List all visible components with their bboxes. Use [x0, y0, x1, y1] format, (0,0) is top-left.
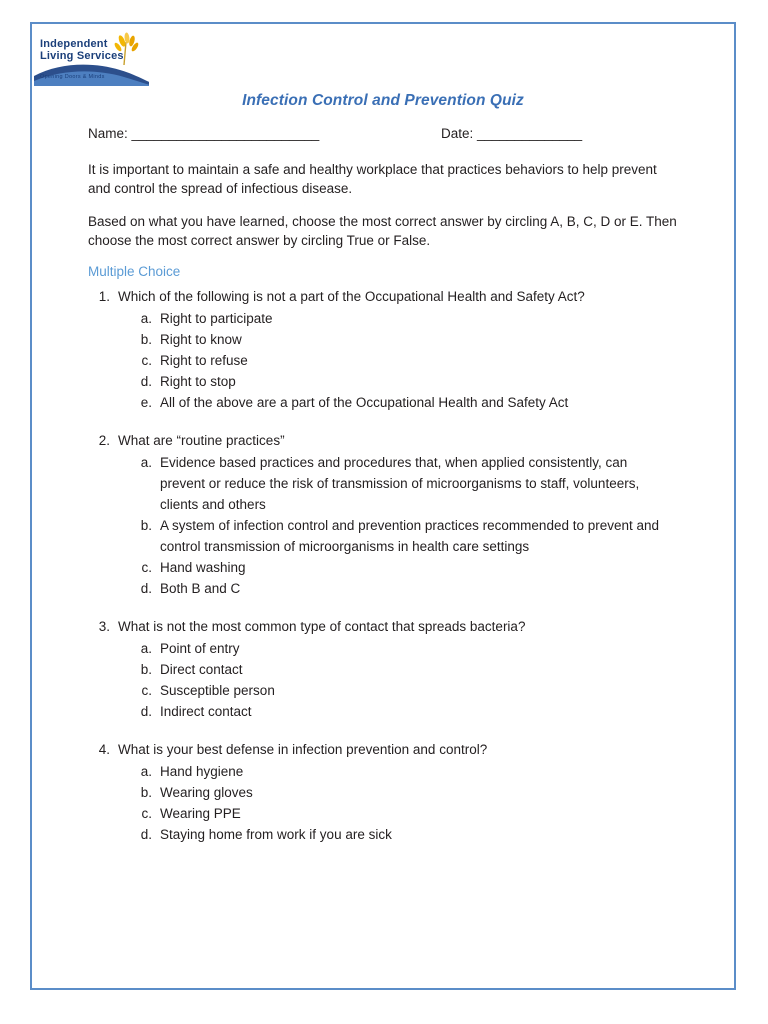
- answer-text: Right to refuse: [160, 353, 248, 368]
- answer-option[interactable]: [88, 308, 680, 329]
- answer-letter: a.: [140, 311, 152, 326]
- answer-list: [88, 452, 680, 599]
- answer-option[interactable]: [88, 701, 680, 722]
- question-text: What are “routine practices”: [118, 433, 285, 448]
- page-title: Infection Control and Prevention Quiz: [242, 92, 524, 109]
- question-text: Which of the following is not a part of the Occupational Health and Safety Act?: [118, 289, 585, 304]
- answer-option[interactable]: [88, 638, 680, 659]
- answer-letter: c.: [141, 806, 152, 821]
- question-item: [88, 431, 680, 599]
- name-field-label[interactable]: Name: _________________________: [88, 126, 320, 141]
- answer-text: Hand hygiene: [160, 764, 244, 779]
- answer-option[interactable]: [88, 680, 680, 701]
- answer-letter: a.: [140, 764, 152, 779]
- answer-letter: b.: [140, 662, 152, 677]
- question-number: 4.: [98, 742, 110, 757]
- question-item: [88, 740, 680, 845]
- question-list: [88, 287, 680, 845]
- answer-option[interactable]: [88, 392, 680, 413]
- answer-option[interactable]: [88, 371, 680, 392]
- question-item: [88, 287, 680, 413]
- question-text: What is your best defense in infection prevention and control?: [118, 742, 488, 757]
- question-text: What is not the most common type of contact that spreads bacteria?: [118, 619, 526, 634]
- answer-text: Hand washing: [160, 560, 246, 575]
- answer-text: Wearing gloves: [160, 785, 253, 800]
- answer-text: Susceptible person: [160, 683, 275, 698]
- answer-option[interactable]: [88, 329, 680, 350]
- answer-letter: b.: [140, 785, 152, 800]
- answer-text: A system of infection control and prevention practices recommended to prevent and control transmission of microorganisms in health care settings: [160, 518, 660, 554]
- answer-option[interactable]: [88, 452, 680, 515]
- answer-option[interactable]: [88, 824, 680, 845]
- document-body: [88, 160, 680, 863]
- answer-text: Staying home from work if you are sick: [160, 827, 392, 842]
- answer-letter: c.: [141, 353, 152, 368]
- name-date-row: [88, 126, 688, 141]
- section-heading-multiple-choice: Multiple Choice: [88, 264, 181, 279]
- question-number: 3.: [98, 619, 110, 634]
- answer-option[interactable]: [88, 578, 680, 599]
- answer-letter: e.: [140, 395, 152, 410]
- answer-letter: d.: [140, 704, 152, 719]
- question-number: 1.: [98, 289, 110, 304]
- answer-text: Wearing PPE: [160, 806, 241, 821]
- answer-list: [88, 638, 680, 722]
- answer-option[interactable]: [88, 782, 680, 803]
- answer-list: [88, 761, 680, 845]
- answer-letter: c.: [141, 560, 152, 575]
- answer-text: Right to stop: [160, 374, 236, 389]
- logo-tagline: Opening Doors & Minds: [40, 74, 105, 80]
- logo-name: [40, 38, 124, 62]
- answer-option[interactable]: [88, 803, 680, 824]
- answer-list: [88, 308, 680, 413]
- logo-line-1: Independent: [40, 38, 108, 50]
- logo-line-2: Living Services: [40, 50, 124, 62]
- answer-text: Both B and C: [160, 581, 241, 596]
- answer-option[interactable]: [88, 659, 680, 680]
- answer-letter: c.: [141, 683, 152, 698]
- answer-text: Point of entry: [160, 641, 240, 656]
- answer-letter: a.: [140, 455, 152, 470]
- answer-option[interactable]: [88, 515, 680, 557]
- answer-text: Direct contact: [160, 662, 243, 677]
- answer-text: Evidence based practices and procedures that, when applied consistently, can prevent or reduce the risk of transmission of microorganisms to staff, volunteers, clients and others: [160, 455, 640, 512]
- question-item: [88, 617, 680, 722]
- question-number: 2.: [98, 433, 110, 448]
- intro-paragraph-2: Based on what you have learned, choose the most correct answer by circling A, B, C, D or E. Then choose the most correct answer by circling True or False.: [88, 214, 677, 248]
- intro-paragraph-1: It is important to maintain a safe and healthy workplace that practices behaviors to help prevent and control the spread of infectious disease.: [88, 162, 657, 196]
- organization-logo: [34, 28, 149, 92]
- answer-letter: a.: [140, 641, 152, 656]
- answer-text: Right to participate: [160, 311, 273, 326]
- answer-letter: d.: [140, 827, 152, 842]
- answer-letter: b.: [140, 332, 152, 347]
- answer-letter: b.: [140, 518, 152, 533]
- answer-option[interactable]: [88, 761, 680, 782]
- title-container: [58, 92, 708, 110]
- answer-option[interactable]: [88, 557, 680, 578]
- answer-text: All of the above are a part of the Occupational Health and Safety Act: [160, 395, 569, 410]
- answer-text: Indirect contact: [160, 704, 252, 719]
- answer-letter: d.: [140, 374, 152, 389]
- answer-letter: d.: [140, 581, 152, 596]
- answer-text: Right to know: [160, 332, 242, 347]
- answer-option[interactable]: [88, 350, 680, 371]
- date-field-label[interactable]: Date: ______________: [440, 126, 583, 141]
